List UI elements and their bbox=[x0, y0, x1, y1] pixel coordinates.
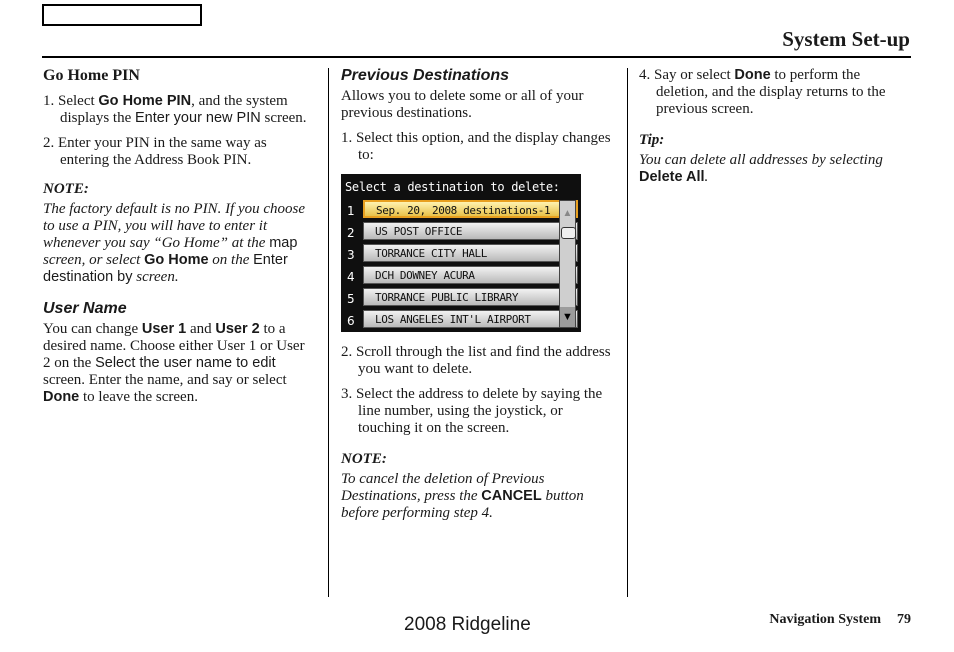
tip-text: You can delete all addresses by selecting Delete All. bbox=[639, 152, 883, 185]
header-rule bbox=[42, 56, 911, 58]
scroll-down-arrow-icon: ▼ bbox=[560, 307, 575, 327]
enter-pin-screen-name: Enter your new PIN bbox=[135, 110, 261, 126]
destination-row-label[interactable]: DCH DOWNEY ACURA bbox=[363, 266, 578, 284]
column-middle bbox=[341, 67, 615, 530]
prev-step-2: 2. Scroll through the list and find the address you want to delete. bbox=[341, 344, 611, 377]
destination-row[interactable] bbox=[345, 244, 585, 264]
column-divider-2 bbox=[627, 68, 628, 597]
footer-section: Navigation System 79 bbox=[769, 612, 911, 627]
nav-screen-title: Select a destination to delete: bbox=[345, 180, 560, 194]
destination-row-number: 5 bbox=[347, 292, 355, 306]
page-number: 79 bbox=[897, 612, 911, 627]
header-tab-box bbox=[42, 4, 202, 26]
destination-row-number: 2 bbox=[347, 226, 355, 240]
nav-screen-screenshot bbox=[341, 174, 581, 332]
destination-row-number: 6 bbox=[347, 314, 355, 328]
destination-row-number: 4 bbox=[347, 270, 355, 284]
destination-row[interactable] bbox=[345, 288, 585, 308]
tip-heading: Tip: bbox=[639, 132, 665, 148]
column-divider-1 bbox=[328, 68, 329, 597]
nav-scrollbar bbox=[559, 200, 576, 328]
scroll-up-arrow-icon: ▲ bbox=[562, 208, 573, 219]
prev-step-3: 3. Select the address to delete by saying the line number, using the joystick, or touching it on the screen. bbox=[341, 386, 603, 436]
user-name-text: You can change User 1 and User 2 to a desired name. Choose either User 1 or User 2 on the Select the user name to edit screen. Enter the name, and say or select Done to leave the screen. bbox=[43, 321, 305, 405]
page-title: System Set-up bbox=[782, 27, 910, 51]
user-name-heading: User Name bbox=[43, 300, 127, 317]
go-home-step-2: 2. Enter your PIN in the same way as entering the Address Book PIN. bbox=[43, 135, 267, 168]
destination-row[interactable] bbox=[345, 200, 585, 220]
destination-row-number: 1 bbox=[347, 204, 355, 218]
prev-note-heading: NOTE: bbox=[341, 451, 387, 467]
destination-row-label[interactable]: TORRANCE PUBLIC LIBRARY bbox=[363, 288, 578, 306]
destination-row-number: 3 bbox=[347, 248, 355, 262]
destination-row[interactable] bbox=[345, 266, 585, 286]
go-home-pin-option: Go Home PIN bbox=[98, 93, 192, 109]
scroll-thumb bbox=[561, 227, 576, 239]
destination-row[interactable] bbox=[345, 310, 585, 330]
note-heading: NOTE: bbox=[43, 181, 89, 197]
prev-step-4: 4. Say or select Done to perform the deletion, and the display returns to the previous screen. bbox=[639, 67, 886, 117]
footer-model: 2008 Ridgeline bbox=[404, 614, 531, 635]
note-text: The factory default is no PIN. If you choose to use a PIN, you will have to enter it whenever you say “Go Home” at the map screen, or select Go Home on the Enter destination by screen. bbox=[43, 201, 306, 285]
destination-row-label[interactable]: TORRANCE CITY HALL bbox=[363, 244, 578, 262]
previous-destinations-intro: Allows you to delete some or all of your previous destinations. bbox=[341, 88, 584, 121]
destination-row[interactable] bbox=[345, 222, 585, 242]
go-home-pin-heading: Go Home PIN bbox=[43, 67, 140, 84]
destination-row-label[interactable]: US POST OFFICE bbox=[363, 222, 578, 240]
go-home-step-1: 1. Select Go Home PIN, and the system displays the Enter your new PIN screen. bbox=[43, 93, 307, 126]
column-left bbox=[43, 67, 315, 414]
destination-row-label[interactable]: LOS ANGELES INT'L AIRPORT bbox=[363, 310, 578, 328]
column-right bbox=[639, 67, 911, 194]
destination-row-label[interactable]: Sep. 20, 2008 destinations-1 bbox=[363, 200, 578, 218]
prev-step-1: 1. Select this option, and the display changes to: bbox=[341, 130, 611, 163]
prev-note-text: To cancel the deletion of Previous Destinations, press the CANCEL button before performing step 4. bbox=[341, 471, 584, 521]
previous-destinations-heading: Previous Destinations bbox=[341, 67, 510, 84]
